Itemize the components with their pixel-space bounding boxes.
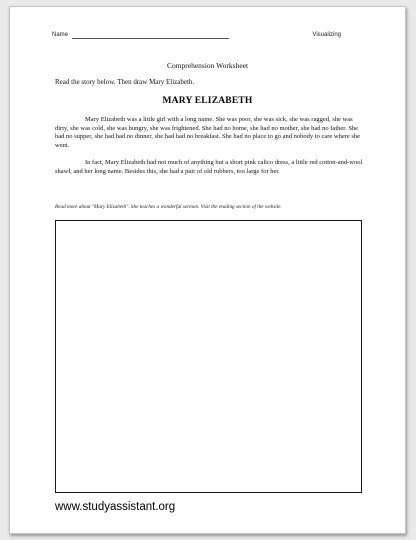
story-paragraph: In fact, Mary Elizabeth had not much of anything but a short pink calico dress, a little red cotton-and-wool shawl, and her long name. Besides this, she had a pair of old rubbers, too large for her.: [55, 159, 363, 175]
story-paragraph: Mary Elizabeth was a little girl with a long name. She was poor, she was sick, she was ragged, she was dirty, she was cold, she was hungry, she was frightened. She had no home, she had no mother, she had no father. She had no supper, she had had no dinner, she had had no breakfast. She had no place to go and nobody to care where she went.: [55, 116, 361, 149]
worksheet-title: Comprehension Worksheet: [166, 61, 249, 70]
worksheet-page: [9, 6, 406, 534]
story-text: [55, 116, 363, 186]
drawing-box: [55, 220, 362, 493]
website-url: www.studyassistant.org: [55, 501, 176, 513]
instructions: Read the story below. Then draw Mary Elizabeth.: [55, 78, 195, 86]
name-blank-line: [72, 38, 229, 39]
topic-label: Visualizing: [312, 32, 341, 38]
header-line: [52, 32, 363, 42]
story-title: MARY ELIZABETH: [162, 96, 253, 106]
reading-note: Read more about "Mary Elizabeth". She teaches a wonderful sermon. Visit the reading section of the website.: [55, 204, 282, 210]
name-label: Name: [52, 32, 69, 38]
